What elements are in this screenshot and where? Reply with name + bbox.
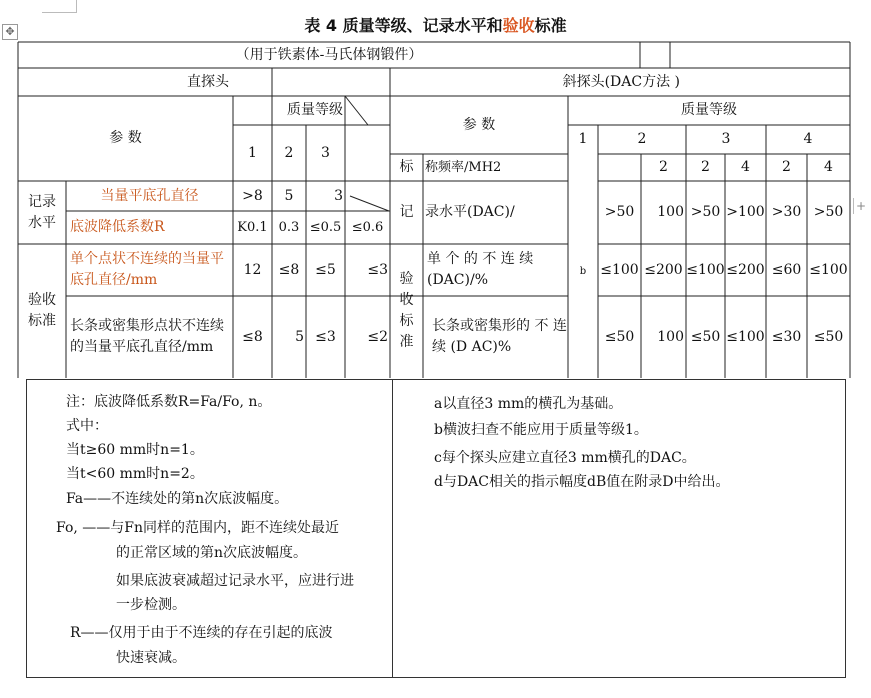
note-left: 快速衰减。 <box>116 650 186 666</box>
freq-label-b: 称频率/MH2 <box>425 160 502 175</box>
freq-value: 2 <box>782 159 791 175</box>
param-header: 参 数 <box>109 130 142 146</box>
angle-grade-2: 2 <box>637 131 647 147</box>
freq-value: 2 <box>701 159 710 175</box>
accept-row1-value: ≤8 <box>278 261 300 278</box>
note-left: 当t<60 mm时n=2。 <box>66 466 204 482</box>
note-left: 的正常区域的第n次底波幅度。 <box>116 545 308 561</box>
accept-angle-label: 验 收 标 准 <box>399 271 414 350</box>
accept-row2-value: ≤2 <box>367 328 388 345</box>
record-angle-value: >100 <box>726 204 765 220</box>
record-angle-value: >50 <box>813 204 844 220</box>
accept-angle-row1-value: ≤60 <box>771 261 802 278</box>
note-left: 式中： <box>66 418 108 434</box>
note-left: 注：底波降低系数R=Fa/Fo, n。 <box>66 394 272 410</box>
record-level-label: 记录 水平 <box>28 193 56 231</box>
accept-row2-label: 长条或密集形点状不连续的当量平底孔直径/mm <box>70 318 224 355</box>
accept-angle-row1-value: ≤100 <box>809 261 848 278</box>
accept-label: 验收 标准 <box>28 292 56 329</box>
accept-angle-row1-value: ≤100 <box>686 261 725 278</box>
note-right: c每个探头应建立直径3 mm横孔的DAC。 <box>434 450 696 466</box>
accept-row1-value: 12 <box>243 261 262 278</box>
freq-value: 4 <box>824 159 833 175</box>
record-angle-label-b: 录水平(DAC)/ <box>425 204 515 220</box>
note-left: R——仅用于由于不连续的存在引起的底波 <box>70 625 333 641</box>
record-row2-value: 0.3 <box>278 220 300 235</box>
accept-angle-row1-value: ≤200 <box>644 261 683 278</box>
accept-angle-row2-value: ≤50 <box>813 328 844 345</box>
record-row2-value: ≤0.6 <box>351 220 384 235</box>
accept-angle-row1-value: ≤200 <box>726 261 765 278</box>
angle-probe-header: 斜探头(DAC方法 ) <box>562 73 680 90</box>
angle-grade-4: 4 <box>803 131 813 147</box>
record-angle-value: >30 <box>771 204 802 220</box>
accept-angle-row2-value: ≤50 <box>604 328 635 345</box>
accept-angle-row1-value: ≤100 <box>600 261 639 278</box>
record-row2-value: ≤0.5 <box>309 220 342 235</box>
grade-3-header: 3 <box>321 144 330 161</box>
accept-row1-value: ≤5 <box>315 261 336 278</box>
freq-label-a: 标 <box>399 159 414 175</box>
notes-divider <box>392 379 393 678</box>
accept-angle-row2-value: ≤50 <box>690 328 721 345</box>
record-angle-value: >50 <box>604 204 635 220</box>
record-angle-label-a: 记 <box>399 204 414 220</box>
note-left: Fo, ——与Fn同样的范围内，距不连续处最近 <box>56 520 340 536</box>
accept-row1-value: ≤3 <box>367 261 388 278</box>
record-row1-value: >8 <box>242 187 263 204</box>
accept-angle-row2-value: ≤100 <box>726 328 765 345</box>
accept-row2-value: 5 <box>295 328 304 345</box>
record-angle-value: 100 <box>657 204 684 220</box>
freq-value: 2 <box>659 159 668 175</box>
table-title: 表 4 质量等级、记录水平和验收标准 <box>304 16 567 35</box>
accept-row2-value: ≤3 <box>315 328 336 345</box>
record-row2-label: 底波降低系数R <box>70 219 165 235</box>
note-left: 如果底波衰减超过记录水平，应进行进 <box>116 573 354 589</box>
accept-angle-row2-value: ≤30 <box>771 328 802 345</box>
grade-2-header: 2 <box>284 144 294 161</box>
note-right: d与DAC相关的指示幅度dB值在附录D中给出。 <box>434 474 730 490</box>
straight-probe-header: 直探头 <box>187 73 229 90</box>
accept-angle-row1-label: 单 个 的 不 连 续 (DAC)/% <box>427 251 534 288</box>
record-row1-label: 当量平底孔直径 <box>100 187 199 204</box>
freq-value: 4 <box>741 159 750 175</box>
record-row1-value: 3 <box>334 187 343 204</box>
param-angle-header: 参 数 <box>462 116 496 133</box>
accept-angle-row2-value: 100 <box>657 328 684 345</box>
record-row2-value: K0.1 <box>237 220 268 235</box>
grade-1-header: 1 <box>248 144 257 161</box>
record-row1-value: 5 <box>284 187 294 204</box>
table-move-handle-icon[interactable]: ✥ <box>2 24 18 40</box>
angle-grade-3: 3 <box>721 131 731 147</box>
note-right: a以直径3 mm的横孔为基础。 <box>434 396 623 412</box>
quality-grade-header: 质量等级 <box>287 102 343 118</box>
accept-row2-value: ≤8 <box>242 328 263 345</box>
accept-row1-label: 单个点状不连续的当量平底孔直径/mm <box>70 251 224 288</box>
note-left: 一步检测。 <box>116 597 186 613</box>
b-footnote-mark: b <box>579 265 587 277</box>
note-left: 当t≥60 mm时n=1。 <box>66 442 204 458</box>
quality-grade-angle-header: 质量等级 <box>681 102 737 118</box>
record-angle-value: >50 <box>690 204 721 220</box>
angle-grade-1: 1 <box>578 131 588 147</box>
note-right: b横波扫查不能应用于质量等级1。 <box>434 422 648 438</box>
table-subtitle: （用于铁素体-马氏体钢锻件） <box>235 46 423 63</box>
accept-angle-row2-label: 长条或密集形的 不 连 续 (D AC)% <box>432 318 567 355</box>
table-add-column-icon[interactable]: + <box>853 198 868 214</box>
note-left: Fa——不连续处的第n次底波幅度。 <box>66 491 289 507</box>
